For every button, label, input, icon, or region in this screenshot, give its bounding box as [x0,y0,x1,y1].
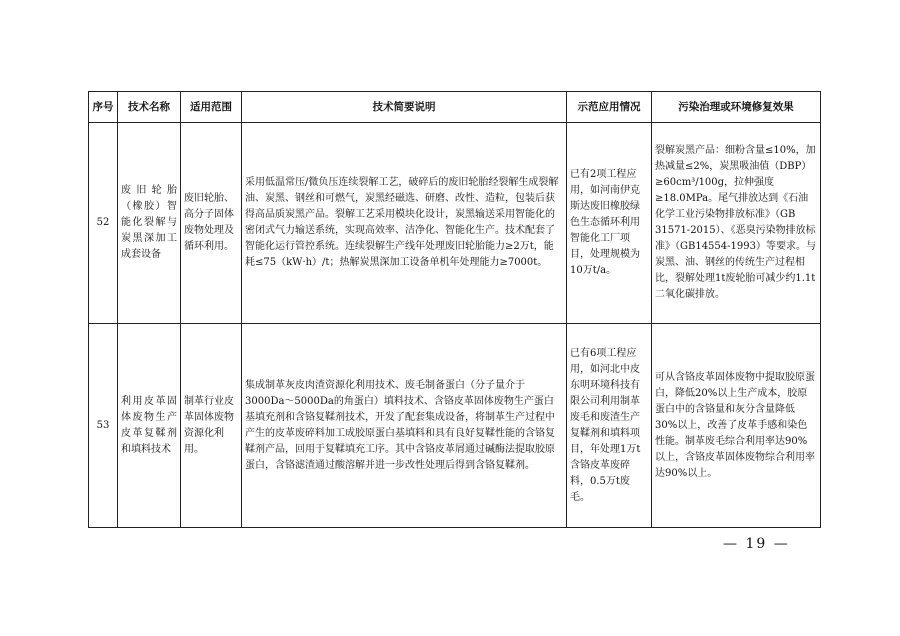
demo-cell: 已有2项工程应用，如河南伊克斯达废旧橡胶绿色生态循环利用智能化工厂项目，处理规模为10万t/a。 [567,123,652,324]
table-header-row [89,92,821,123]
header-tech-name: 技术名称 [118,92,181,123]
header-demo-application: 示范应用情况 [567,92,652,123]
row-number: 53 [89,324,118,528]
demo-cell: 已有6项工程应用，如河北中皮东明环境科技有限公司利用制革废毛和废渣生产复鞣剂和填料项目，年处理1万t含铬皮革废碎料，0.5万t废毛。 [567,324,652,528]
scope-cell: 废旧轮胎、高分子固体废物处理及循环利用。 [181,123,242,324]
technology-table [88,91,821,528]
scope-cell: 制革行业皮革固体废物资源化利用。 [181,324,242,528]
effect-cell: 可从含铬皮革固体废物中提取胶原蛋白，降低20%以上生产成本，胶原蛋白中的含铬量和灰分含量降低30%以上，改善了皮革手感和染色性能。制革废毛综合利用率达90%以上，含铬皮革固体废物综合利用率达90%以上。 [652,324,821,528]
table-row [89,324,821,528]
tech-name: 废旧轮胎（橡胶）智能化裂解与炭黑深加工成套设备 [118,123,181,324]
page-number: — 19 — [723,536,790,552]
row-number: 52 [89,123,118,324]
header-number: 序号 [89,92,118,123]
header-effect: 污染治理或环境修复效果 [652,92,821,123]
table-row [89,123,821,324]
header-description: 技术简要说明 [242,92,567,123]
header-scope: 适用范围 [181,92,242,123]
description-cell: 采用低温常压/微负压连续裂解工艺，破碎后的废旧轮胎经裂解生成裂解油、炭黑、钢丝和可燃气，炭黑经磁选、研磨、改性、造粒，包装后获得高品质炭黑产品。裂解工艺采用模块化设计，炭黑输送采用智能化的密闭式气力输送系统，实现高效率、洁净化、智能化生产。技术配套了智能化运行管控系统。连续裂解生产线年处理废旧轮胎能力≥2万t，能耗≤75（kW·h）/t；热解炭黑深加工设备单机年处理能力≥7000t。 [242,123,567,324]
effect-cell: 裂解炭黑产品：细粉含量≤10%，加热减量≤2%，炭黑吸油值（DBP）≥60cm³/100g，拉伸强度≥18.0MPa。尾气排放达到《石油化学工业污染物排放标准》（GB 31571-2015）、《恶臭污染物排放标准》（GB14554-1993）等要求。与炭黑、油、钢丝的传统生产过程相比，裂解处理1t废轮胎可减少约1.1t二氧化碳排放。 [652,123,821,324]
tech-name: 利用皮革固体废物生产皮革复鞣剂和填料技术 [118,324,181,528]
description-cell: 集成制革灰皮肉渣资源化利用技术、废毛制备蛋白（分子量介于3000Da～5000Da的角蛋白）填料技术、含铬皮革固体废物生产蛋白基填充剂和含铬复鞣剂技术，开发了配套集成设备，将制革生产过程中产生的皮革废碎料加工成胶原蛋白基填料和具有良好复鞣性能的含铬复鞣剂产品，回用于复鞣填充工序。其中含铬皮革屑通过碱酶法提取胶原蛋白，含铬滤渣通过酸溶解并进一步改性处理后得到含铬复鞣剂。 [242,324,567,528]
